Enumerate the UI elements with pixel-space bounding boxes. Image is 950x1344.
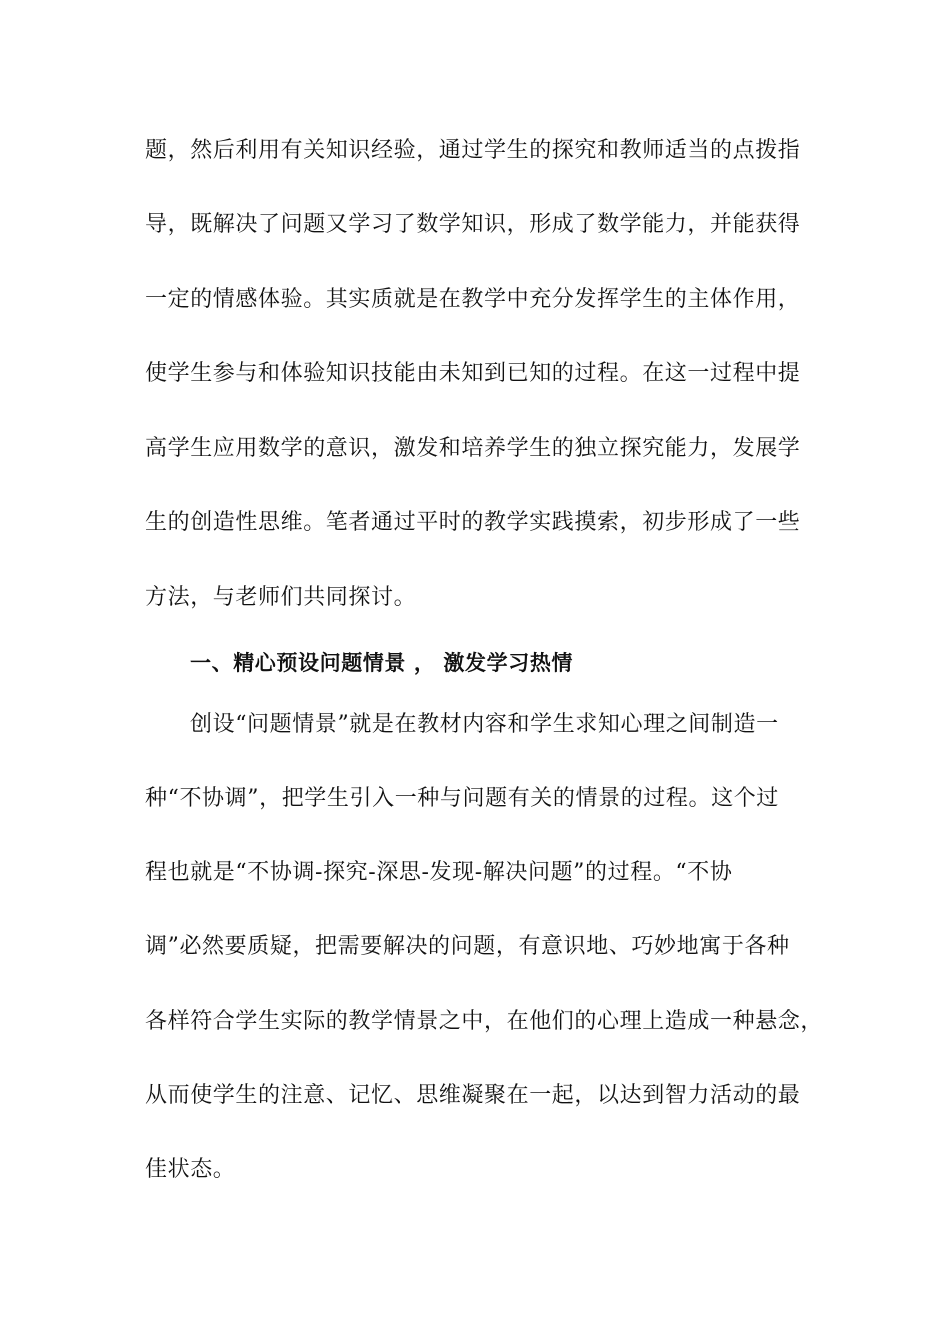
paragraph-line: 程也就是“不协调-探究-深思-发现-解决问题”的过程。“不协 — [145, 860, 733, 885]
paragraph-line: 使学生参与和体验知识技能由未知到已知的过程。在这一过程中提 — [145, 361, 801, 386]
paragraph-line: 生的创造性思维。笔者通过平时的教学实践摸索，初步形成了一些 — [145, 510, 801, 535]
paragraph-line: 各样符合学生实际的教学情景之中，在他们的心理上造成一种悬念， — [145, 1009, 824, 1034]
paragraph-line: 方法，与老师们共同探讨。 — [145, 585, 417, 610]
paragraph-line: 高学生应用数学的意识，激发和培养学生的独立探究能力，发展学 — [145, 436, 801, 461]
paragraph-line: 题，然后利用有关知识经验，通过学生的探究和教师适当的点拨指 — [145, 138, 801, 163]
paragraph-line: 种“不协调”，把学生引入一种与问题有关的情景的过程。这个过 — [145, 786, 779, 811]
paragraph-line: 导，既解决了问题又学习了数学知识，形成了数学能力，并能获得 — [145, 212, 801, 237]
paragraph-line: 佳状态。 — [145, 1157, 236, 1182]
paragraph-line: 从而使学生的注意、记忆、思维凝聚在一起，以达到智力活动的最 — [145, 1083, 801, 1108]
paragraph-line: 调”必然要质疑，把需要解决的问题，有意识地、巧妙地寓于各种 — [145, 934, 790, 959]
paragraph-line: 一定的情感体验。其实质就是在教学中充分发挥学生的主体作用， — [145, 287, 801, 312]
section-heading: 一、精心预设问题情景 ， 激发学习热情 — [190, 651, 574, 675]
paragraph-line: 创设“问题情景”就是在教材内容和学生求知心理之间制造一 — [190, 712, 779, 737]
